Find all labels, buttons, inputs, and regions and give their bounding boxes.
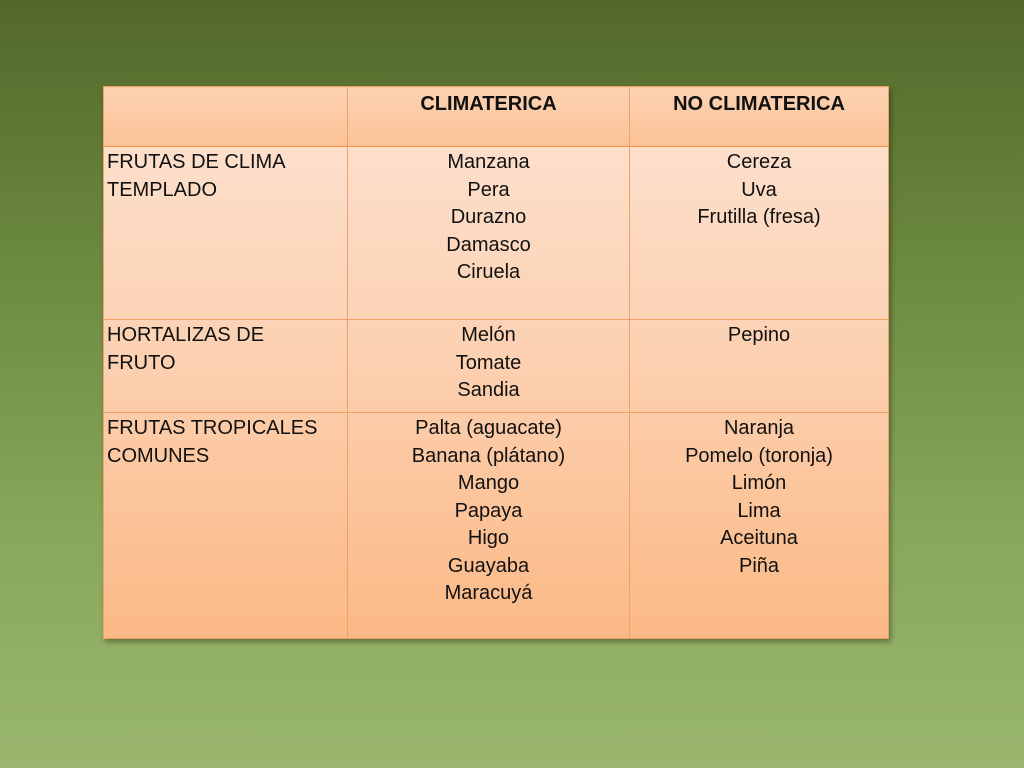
fruit-item: Piña bbox=[738, 554, 780, 577]
fruit-item: Frutilla (fresa) bbox=[697, 206, 821, 228]
row-label-line: TEMPLADO bbox=[107, 178, 218, 201]
row-label-line: FRUTAS TROPICALES bbox=[107, 417, 318, 439]
climaterica-cell bbox=[348, 413, 630, 639]
header-empty-cell bbox=[104, 87, 348, 147]
fruit-item: Papaya bbox=[454, 499, 523, 522]
no-climaterica-cell bbox=[630, 413, 889, 639]
fruit-item: Manzana bbox=[447, 151, 530, 173]
fruit-item: Pomelo (toronja) bbox=[685, 444, 833, 467]
fruit-item: Banana (plátano) bbox=[411, 444, 566, 467]
row-label-line: HORTALIZAS DE bbox=[107, 324, 265, 346]
table-row bbox=[104, 413, 889, 639]
row-label-line: FRUTAS DE CLIMA bbox=[107, 151, 286, 173]
header-row bbox=[104, 87, 889, 147]
row-label bbox=[104, 147, 348, 320]
fruit-item: Aceituna bbox=[720, 527, 798, 549]
no-climaterica-cell bbox=[630, 147, 889, 320]
fruit-item: Higo bbox=[467, 527, 510, 549]
fruit-item: Naranja bbox=[723, 417, 795, 439]
fruit-item: Durazno bbox=[450, 206, 527, 228]
fruit-item: Tomate bbox=[455, 351, 522, 374]
fruit-item: Guayaba bbox=[447, 554, 530, 577]
fruit-item: Pepino bbox=[727, 324, 791, 346]
row-label-line: COMUNES bbox=[107, 444, 210, 467]
fruit-item: Mango bbox=[457, 472, 520, 494]
row-label-line: FRUTO bbox=[107, 351, 176, 374]
header-climaterica: CLIMATERICA bbox=[348, 87, 630, 147]
row-label bbox=[104, 413, 348, 639]
climaterica-cell bbox=[348, 147, 630, 320]
fruit-item: Melón bbox=[461, 324, 516, 346]
fruit-item: Uva bbox=[741, 178, 777, 201]
fruit-item: Maracuyá bbox=[444, 582, 533, 604]
fruit-item: Ciruela bbox=[456, 261, 521, 283]
fruit-item: Pera bbox=[467, 178, 510, 201]
no-climaterica-cell bbox=[630, 320, 889, 413]
fruit-item: Cereza bbox=[726, 151, 792, 173]
header-no-climaterica: NO CLIMATERICA bbox=[630, 87, 889, 147]
climaterica-cell bbox=[348, 320, 630, 413]
fruit-item: Sandia bbox=[457, 379, 520, 401]
fruit-item: Limón bbox=[731, 472, 787, 494]
row-label bbox=[104, 320, 348, 413]
table-row bbox=[104, 147, 889, 320]
table-row bbox=[104, 320, 889, 413]
fruit-item: Damasco bbox=[446, 233, 531, 256]
fruit-item: Palta (aguacate) bbox=[415, 417, 562, 439]
fruit-item: Lima bbox=[737, 499, 781, 522]
fruit-classification-table bbox=[103, 86, 889, 639]
